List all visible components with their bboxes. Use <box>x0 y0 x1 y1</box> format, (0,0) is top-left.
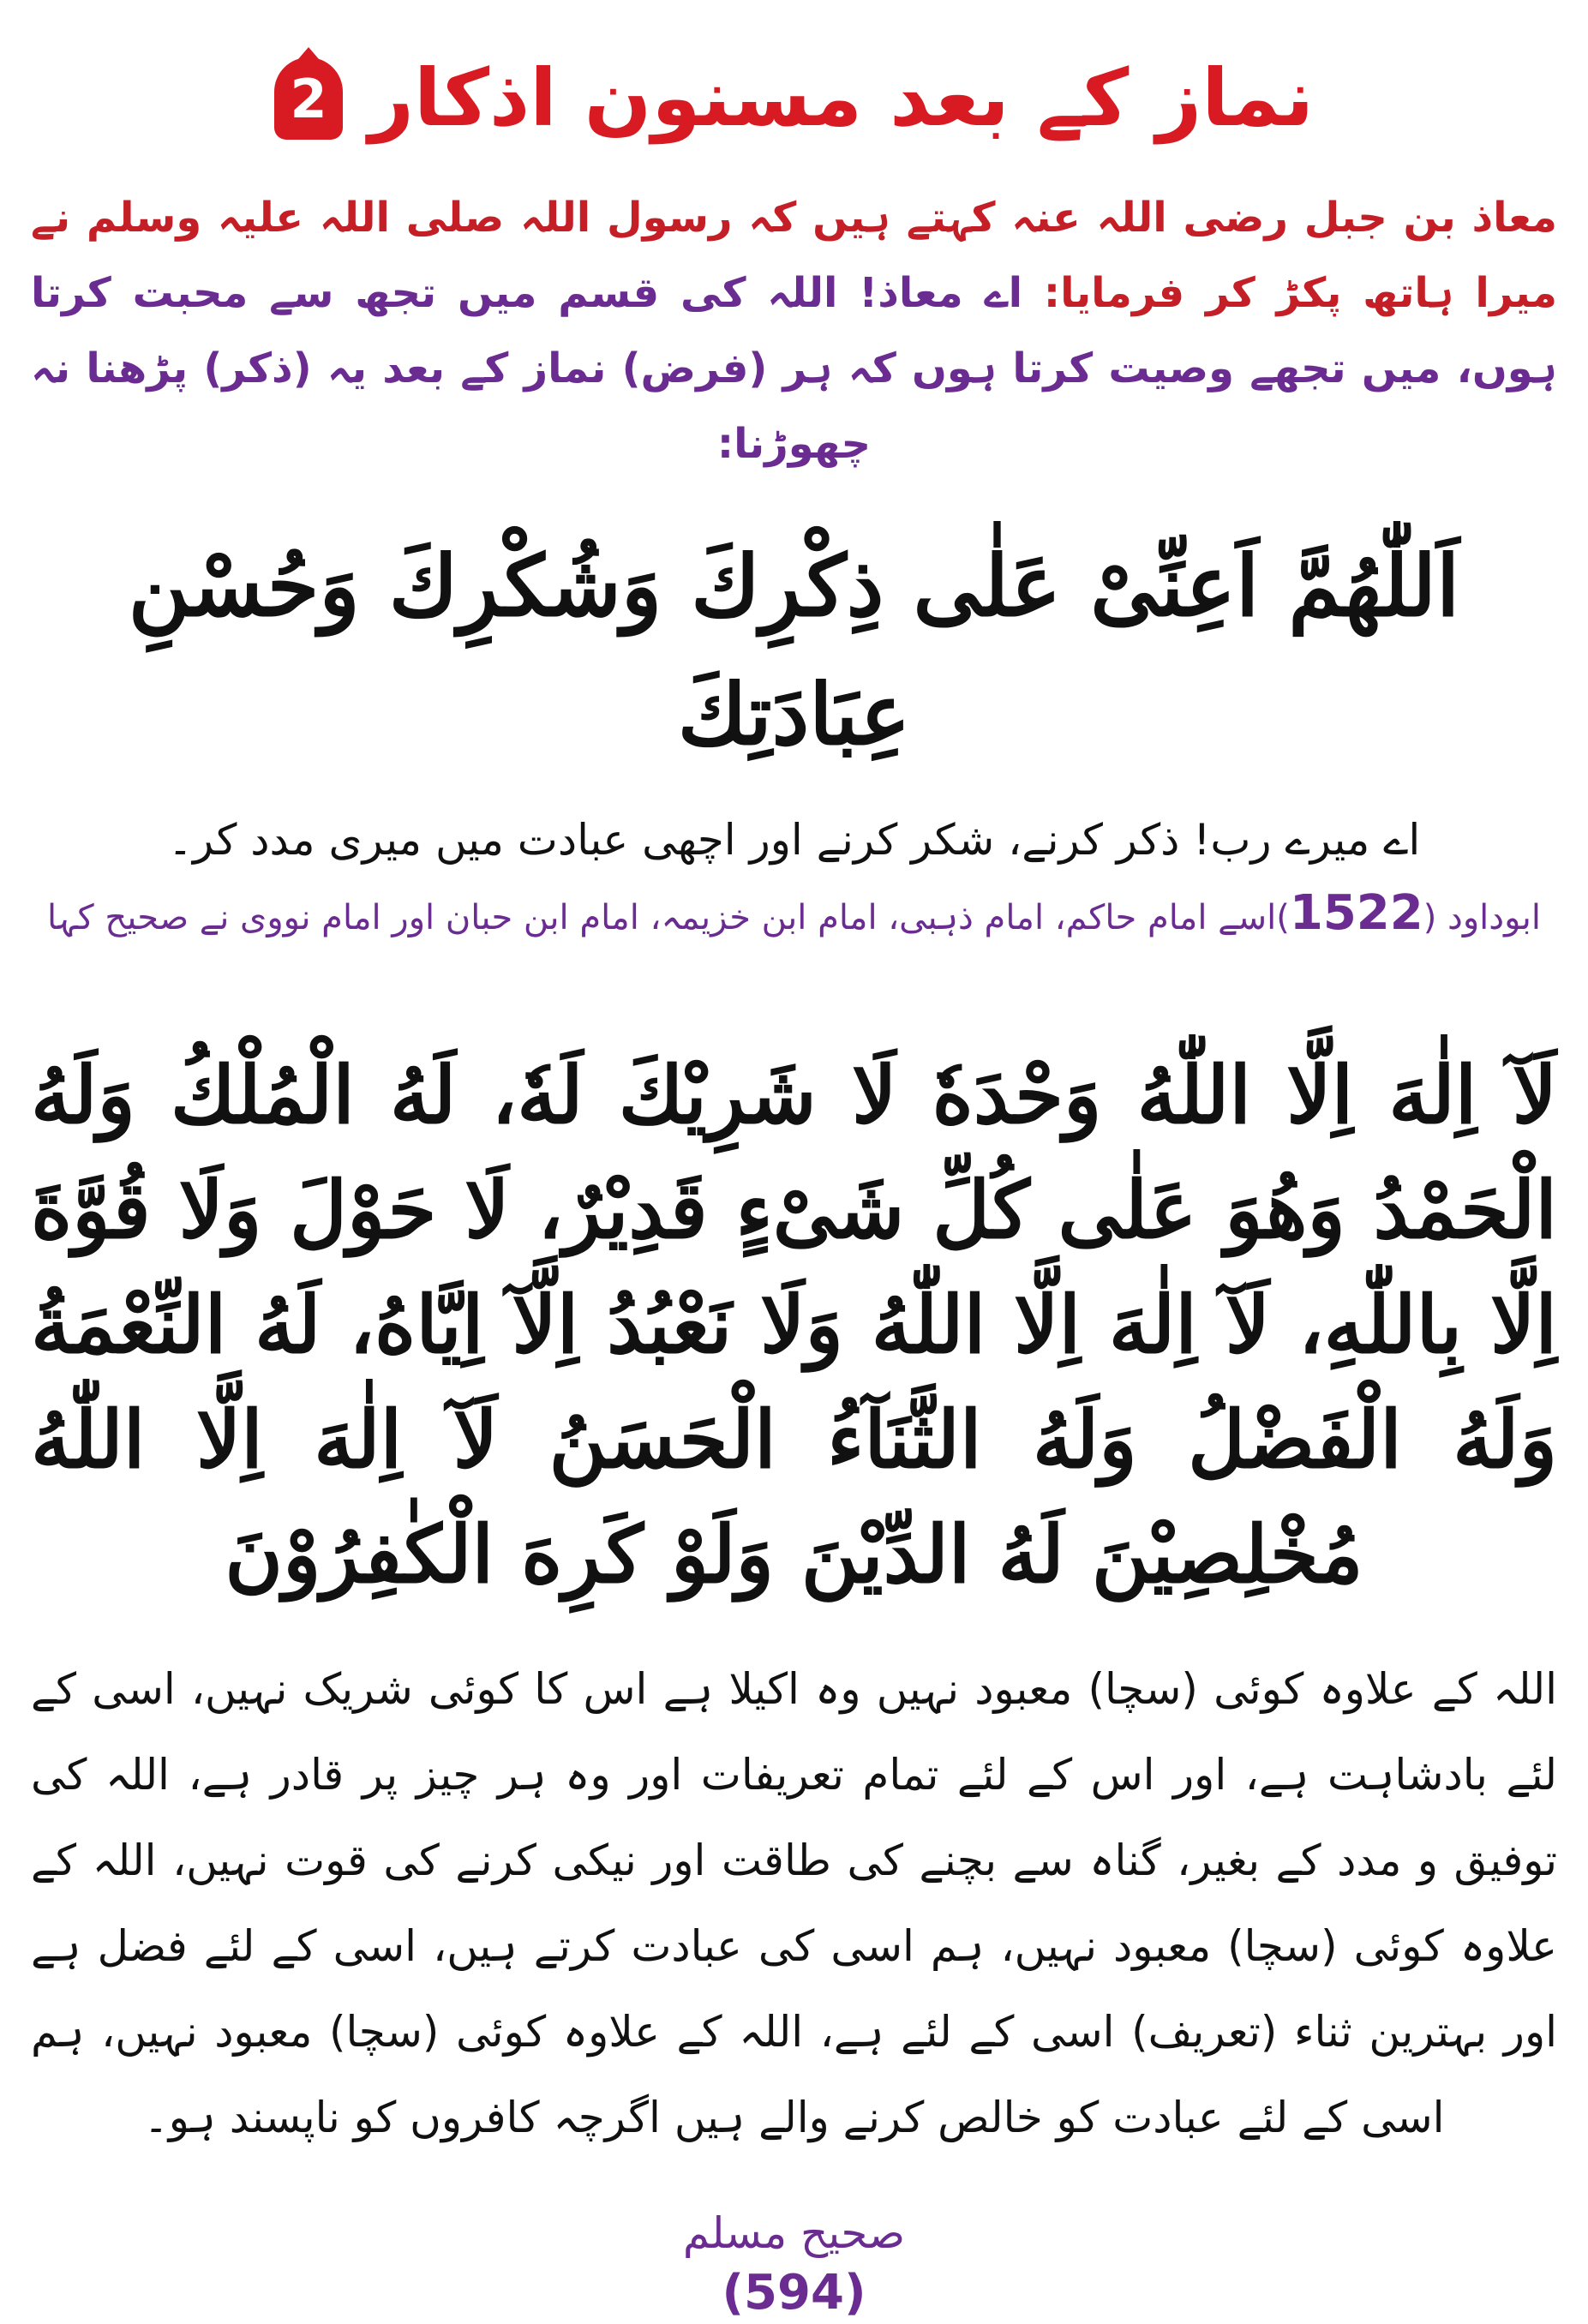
dhikr-source <box>31 2203 1557 2324</box>
dua-reference-close: ) <box>1276 898 1290 937</box>
intro-paragraph <box>31 180 1557 482</box>
intro-narrator: معاذ بن جبل رضی اللہ عنہ کہتے ہیں کہ رسول اللہ صلی اللہ علیہ وسلم نے میرا ہاتھ پکڑ کر فرمایا: <box>31 194 1557 317</box>
page-title: نماز کے بعد مسنون اذکار <box>369 52 1314 144</box>
dua-reference-number: 1522 <box>1289 885 1423 941</box>
dhikr-source-number: (594) <box>722 2265 866 2321</box>
number-badge: 2 <box>274 57 343 140</box>
dua-translation: اے میرے رب! ذکر کرنے، شکر کرنے اور اچھی عبادت میں میری مدد کر۔ <box>167 815 1421 865</box>
title-row <box>31 34 1557 163</box>
dua-arabic: اَللّٰهُمَّ اَعِنِّىْ عَلٰى ذِكْرِكَ وَشُكْرِكَ وَحُسْنِ عِبَادَتِكَ <box>128 537 1460 764</box>
dhikr-translation: اللہ کے علاوہ کوئی (سچا) معبود نہیں وہ اکیلا ہے اس کا کوئی شریک نہیں، اسی کے لئے بادشاہت ہے، اور اس کے لئے تمام تعریفات اور وہ ہر چیز پر قادر ہے، اللہ کی توفیق و مدد کے بغیر، گناہ سے بچنے کی طاقت اور نیکی کرنے کی قوت نہیں، اللہ کے علاوہ کوئی (سچا) معبود نہیں، ہم اسی کی عبادت کرتے ہیں، اسی کے لئے فضل ہے اور بہترین ثناء (تعریف) اسی کے لئے ہے، اللہ کے علاوہ کوئی (سچا) معبود نہیں، ہم اسی کے لئے عبادت کو خالص کرنے والے ہیں اگرچہ کافروں کو ناپسند ہو۔ <box>31 1664 1557 2142</box>
dua-reference-grading: اسے امام حاکم، امام ذہبی، امام ابن خزیمہ، امام ابن حبان اور امام نووی نے صحیح کہا <box>46 898 1277 937</box>
dhikr-source-name: صحیح مسلم <box>682 2208 906 2258</box>
dua-reference-open: ( <box>1423 898 1437 937</box>
dua-reference-source: ابوداود <box>1447 898 1542 937</box>
intro-saying: اے معاذ! اللہ کی قسم میں تجھ سے محبت کرتا ہوں، میں تجھے وصیت کرتا ہوں کہ ہر (فرض) نماز کے بعد یہ (ذکر) پڑھنا نہ چھوڑنا: <box>31 269 1557 468</box>
dhikr-arabic: لَآ اِلٰهَ اِلَّا اللّٰهُ وَحْدَهٗ لَا شَرِيْكَ لَهٗ، لَهُ الْمُلْكُ وَلَهُ الْحَمْدُ وَهُوَ عَلٰى كُلِّ شَىْءٍ قَدِيْرٌ، لَا حَوْلَ وَلَا قُوَّةَ اِلَّا بِاللّٰهِ، لَآ اِلٰهَ اِلَّا اللّٰهُ وَلَا نَعْبُدُ اِلَّآ اِيَّاهُ، لَهُ النِّعْمَةُ وَلَهُ الْفَضْلُ وَلَهُ الثَّنَآءُ الْحَسَنُ لَآ اِلٰهَ اِلَّا اللّٰهُ مُخْلِصِيْنَ لَهُ الدِّيْنَ وَلَوْ كَرِهَ الْكٰفِرُوْنَ <box>31 1049 1557 1601</box>
dua-reference <box>31 879 1557 952</box>
